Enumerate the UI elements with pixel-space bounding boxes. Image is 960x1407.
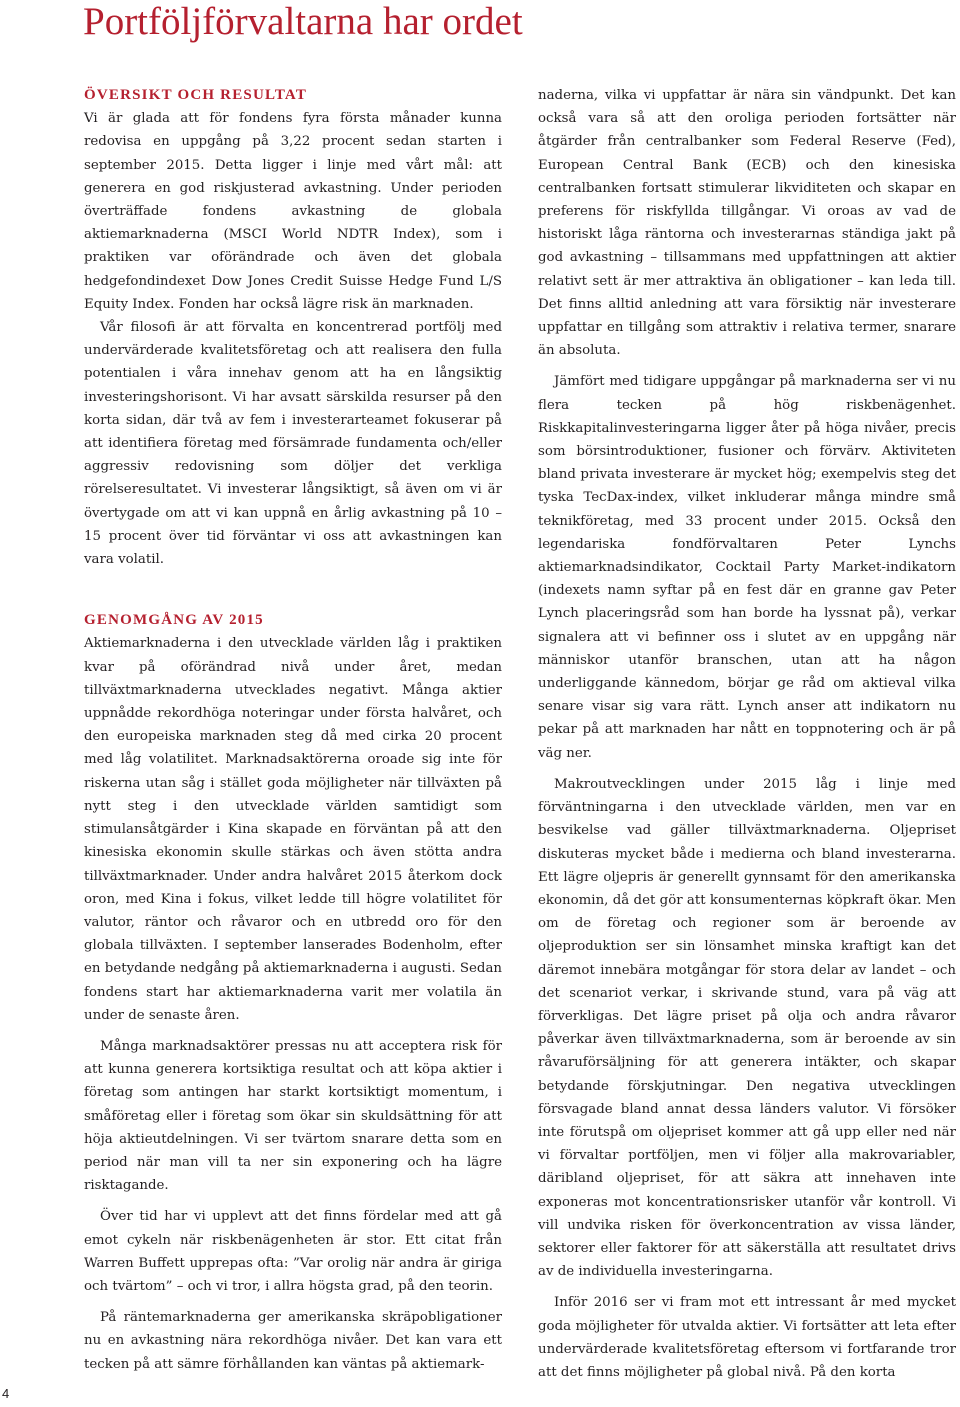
section-heading-overview: ÖVERSIKT OCH RESULTAT (84, 87, 308, 103)
paragraph: Över tid har vi upplevt att det finns fördelar med att gå emot cykeln när riskbenägenheten är stor. Ett citat från Warren Buffett upprepas ofta: ”Var orolig när andra är giriga och tvärtom” – och vi tror, i allra högsta grad, på den teorin. (84, 1209, 502, 1294)
section-heading-review-2015: GENOMGÅNG AV 2015 (84, 612, 264, 629)
paragraph: Inför 2016 ser vi fram mot ett intressant år med mycket goda möjligheter för utvalda aktier. Vi fortsätter att leta efter undervärderade kvalitetsföretag eftersom vi fortfarande tror att det finns möjligheter på global nivå. På den korta (538, 1295, 956, 1380)
page-title: Portföljförvaltarna har ordet (83, 0, 523, 43)
left-column (84, 84, 502, 1376)
paragraph: Makroutvecklingen under 2015 låg i linje med förväntningarna i den utvecklade världen, men var en besvikelse vad gäller tillväxtmarknaderna. Oljepriset diskuteras mycket både i medierna och bland investerarna. Ett lägre oljepris är generellt gynnsamt för den amerikanska ekonomin, då det gör att konsumenternas köpkraft ökar. Men om de företag och regioner som är beroende av oljeproduktion ser sin lönsamhet minska kraftigt kan det däremot innebära motgångar för stora delar av landet – och det scenariot verkar, i skrivande stund, vara på väg att förverkligas. Det lägre priset på olja och andra råvaror påverkar även tillväxtmarknaderna, som är beroende av sin råvaruförsäljning för att generera intäkter, och skapar betydande förskjutningar. Den negativa utvecklingen försvagade bland annat dessa länders valutor. Vi försöker inte förutspå om oljepriset kommer att gå upp eller ned när vi förvaltar portföljen, men vi följer alla makrovariabler, däribland oljepriset, för att säkra att innehaven inte exponeras mot koncentrationsrisker utanför vår kontroll. Vi vill undvika risken för överkoncentration av vissa länder, sektorer eller faktorer för att säkerställa att resultatet drivs av de individuella investeringarna. (538, 776, 956, 1280)
page-number: 4 (2, 1386, 10, 1401)
paragraph: Vi är glada att för fondens fyra första månader kunna redovisa en uppgång på 3,22 procent sedan starten i september 2015. Detta ligger i linje med vårt mål: att generera en god riskjusterad avkastning. Under perioden överträffade fondens avkastning de globala aktiemarknaderna (MSCI World NDTR Index), som i praktiken var oförändrade och även det globala hedgefondindexet Dow Jones Credit Suisse Hedge Fund L/S Equity Index. Fonden har också lägre risk än marknaden. (84, 111, 502, 312)
paragraph: Jämfört med tidigare uppgångar på marknaderna ser vi nu flera tecken på hög riskbenägenhet. Riskkapitalinvesteringarna ligger åter på höga nivåer, precis som börsintroduktioner, fusioner och förvärv. Aktiviteten bland privata investerare är mycket hög; exempelvis steg det tyska TecDax-index, vilket inkluderar många mindre små teknikföretag, med 33 procent under 2015. Också den legendariska fondförvaltaren Peter Lynchs aktiemarknadsindikator, Cocktail Party Market-indikatorn (indexets namn syftar på en fest där en granne gav Peter Lynch placeringsråd som han borde ha lyssnat på), verkar signalera att vi befinner oss i slutet av en uppgång när människor utanför branschen, utan att ha någon underliggande kännedom, börjar ge råd om aktieval vilka senare visar sig vara rätt. Lynch anser att indikatorn nu pekar på att marknaden har nått en toppnotering och är på väg ner. (538, 374, 956, 761)
paragraph: På räntemarknaderna ger amerikanska skräpobligationer nu en avkastning nära rekordhöga nivåer. Det kan vara ett tecken på att sämre förhållanden kan väntas på aktiemark- (84, 1310, 502, 1372)
paragraph: Många marknadsaktörer pressas nu att acceptera risk för att kunna generera kortsiktiga resultat och att köpa aktier i företag som antingen har starkt kortsiktigt momentum, i småföretag eller i företag som ökar sin skuldsättning för att höja aktieutdelningen. Vi ser tvärtom snarare detta som en period när man vill ta ner sin exponering och ha lägre risktagande. (84, 1038, 502, 1194)
paragraph: naderna, vilka vi uppfattar är nära sin vändpunkt. Det kan också vara så att den oroliga perioden fortsätter när åtgärder från centralbanker som Federal Reserve (Fed), European Central Bank (ECB) och den kinesiska centralbanken fortsatt stimulerar likviditeten och skapar en preferens för riskfyllda tillgångar. Vi oroas av vad de historiskt låga räntorna och investerarnas ständiga jakt på god avkastning – tillsammans med uppfattningen att aktier relativt sett är mer attraktiva än obligationer – kan leda till. Det finns alltid anledning att vara försiktig när investerare uppfattar en tillgång som attraktiv i relativa termer, snarare än absoluta. (538, 88, 956, 359)
paragraph: Aktiemarknaderna i den utvecklade världen låg i praktiken kvar på oförändrad nivå under året, medan tillväxtmarknaderna utvecklades negativt. Många aktier uppnådde rekordhöga noteringar under första halvåret, och den europeiska marknaden steg då med cirka 20 procent med låg volatilitet. Marknadsaktörerna oroade sig inte för riskerna utan såg i stället goda möjligheter när tillväxten på nytt steg i den utvecklade världen samtidigt som stimulansåtgärder i Kina skapade en förväntan på att den kinesiska ekonomin skulle stärkas och även stötta andra tillväxtmarknader. Under andra halvåret 2015 återkom dock oron, med Kina i fokus, vilket ledde till högre volatilitet för valutor, räntor och råvaror och en utbredd oro för den globala tillväxten. I september lanserades Bodenholm, efter en betydande nedgång på aktiemarknaderna i augusti. Sedan fondens start har aktiemarknaderna varit mer volatila än under de senaste åren. (84, 636, 502, 1023)
paragraph: Vår filosofi är att förvalta en koncentrerad portfölj med undervärderade kvalitetsföretag och att realisera den fulla potentialen i våra innehav genom att ha en långsiktig investeringshorisont. Vi har avsatt särskilda resurser på den korta sidan, där två av fem i investerarteamet fokuserar på att identifiera företag med försämrade fundamenta och/eller aggressiv redovisning som döljer det verkliga rörelseresultatet. Vi investerar långsiktigt, så även om vi är övertygade om att vi kan uppnå en årlig avkastning på 10 – 15 procent över tid förväntar vi oss att avkastningen kan vara volatil. (84, 320, 502, 568)
right-column (538, 84, 956, 1384)
